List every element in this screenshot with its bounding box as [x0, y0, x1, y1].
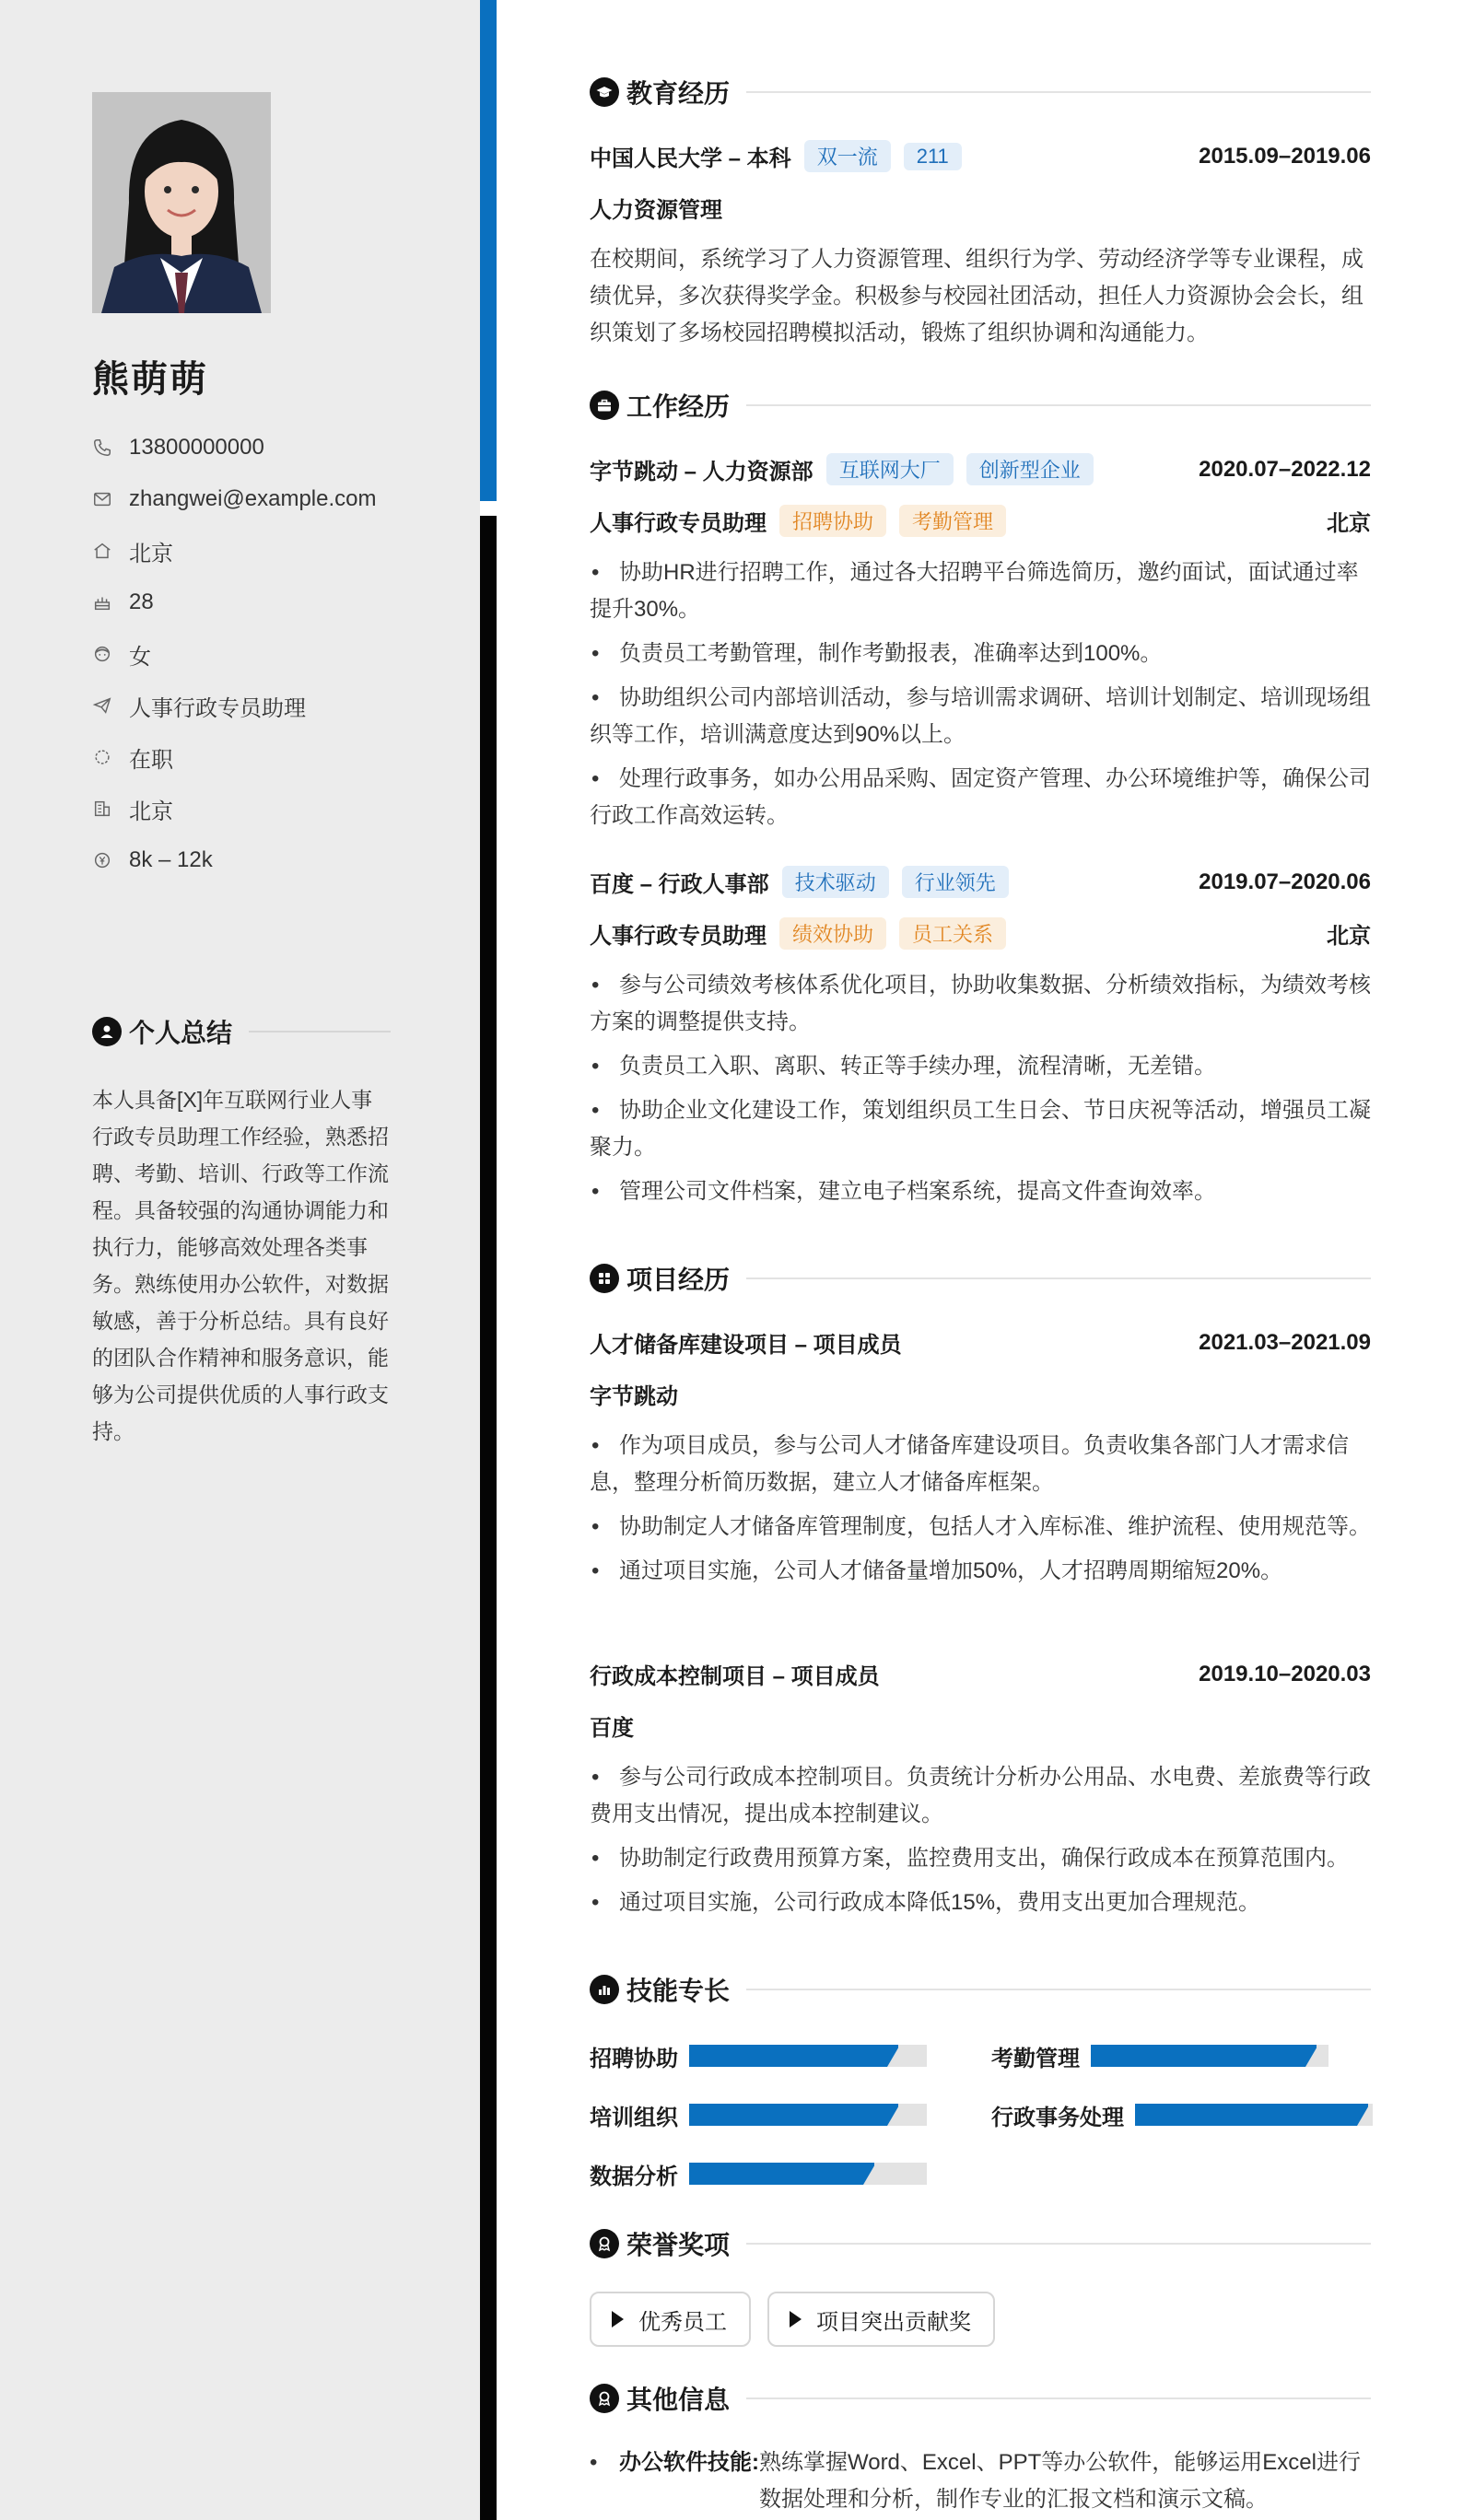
other-divider [746, 2398, 1371, 2399]
info-position [92, 680, 377, 731]
skill-bar [1091, 2045, 1328, 2067]
major-row [590, 192, 1371, 224]
award-item [767, 2292, 995, 2347]
school-tag: 双一流 [804, 140, 891, 172]
education-row [590, 140, 1371, 172]
role-tag: 绩效协助 [779, 917, 886, 950]
phone-value: 13800000000 [129, 435, 264, 460]
grid-icon [590, 1264, 619, 1293]
play-icon [790, 2311, 802, 2328]
projects-heading [590, 1260, 1371, 1297]
awards-divider [746, 2243, 1371, 2245]
profile-name: 熊萌萌 [92, 359, 208, 400]
company-tag: 行业领先 [902, 866, 1009, 898]
award-icon [590, 2229, 619, 2258]
education-desc: 在校期间，系统学习了人力资源管理、组织行为学、劳动经济学等专业课程，成绩优异，多次获得奖学金。积极参与校园社团活动，担任人力资源协会会长，组织策划了多场校园招聘模拟活动，锻炼了组织协调和沟通能力。 [590, 247, 1364, 345]
info-work-city [92, 783, 377, 834]
summary-text: 本人具备[X]年互联网行业人事行政专员助理工作经验，熟悉招聘、考勤、培训、行政等工作流程。具备较强的沟通协调能力和执行力，能够高效处理各类事务。熟练使用办公软件，对数据敏感，善于分析总结。具有良好的团队合作精神和服务意识，能够为公司提供优质的人事行政支持。 [92, 1088, 389, 1443]
skill-bar [1135, 2104, 1373, 2126]
cake-icon [92, 592, 112, 612]
award-label: 项目突出贡献奖 [816, 2309, 971, 2335]
info-gender [92, 628, 377, 680]
skills-heading [590, 1971, 1371, 2008]
mail-icon [92, 489, 112, 509]
chart-bar-icon [590, 1975, 619, 2004]
skill-label: 培训组织 [590, 2105, 678, 2130]
project-name: 行政成本控制项目 – 项目成员 [590, 1664, 880, 1689]
info-salary [92, 834, 377, 886]
list-item: • 协助HR进行招聘工作，通过各大招聘平台筛选简历，邀约面试，面试通过率提升30%。 [590, 554, 1371, 628]
job-bullets [590, 554, 1371, 842]
work-title: 工作经历 [626, 392, 731, 421]
building-icon [92, 799, 112, 819]
project-date: 2019.10–2020.03 [1199, 1661, 1371, 1686]
location-value: 北京 [129, 541, 173, 566]
project-date: 2021.03–2021.09 [1199, 1329, 1371, 1355]
skill-label: 招聘协助 [590, 2046, 678, 2071]
other-heading [590, 2380, 1371, 2417]
skill-item [991, 2037, 1328, 2074]
education-title: 教育经历 [626, 79, 731, 108]
company-tag: 技术驱动 [782, 866, 889, 898]
send-icon [92, 695, 112, 716]
award-label: 优秀员工 [638, 2309, 727, 2335]
skills-title: 技能专长 [626, 1977, 731, 2005]
email-value: zhangwei@example.com [129, 486, 377, 511]
award-item [590, 2292, 751, 2347]
project-bullets [590, 1428, 1371, 1597]
info-age [92, 577, 377, 628]
skill-item [590, 2096, 927, 2133]
list-item: • 负责员工考勤管理，制作考勤报表，准确率达到100%。 [590, 636, 1371, 672]
school-tag: 211 [904, 143, 962, 170]
summary-divider [249, 1031, 391, 1032]
job-role-row [590, 917, 1371, 950]
awards-heading [590, 2225, 1371, 2262]
job-city: 北京 [1327, 924, 1371, 949]
job-role: 人事行政专员助理 [590, 924, 767, 949]
other-list [590, 2444, 1371, 2518]
school-name: 中国人民大学 – 本科 [590, 146, 791, 171]
age-value: 28 [129, 589, 154, 614]
other-value: 熟练掌握Word、Excel、PPT等办公软件，能够运用Excel进行数据处理和分析，制作专业的汇报文档和演示文稿。 [759, 2450, 1361, 2512]
info-phone [92, 422, 377, 473]
list-item: • 处理行政事务，如办公用品采购、固定资产管理、办公环境维护等，确保公司行政工作高效运转。 [590, 761, 1371, 834]
education-divider [746, 91, 1371, 93]
work-city-value: 北京 [129, 799, 173, 824]
skills-divider [746, 1989, 1371, 1990]
status-icon [92, 747, 112, 767]
role-tag: 考勤管理 [899, 505, 1006, 537]
project-org: 百度 [590, 1716, 634, 1741]
list-item: • 协助组织公司内部培训活动，参与培训需求调研、培训计划制定、培训现场组织等工作，培训满意度达到90%以上。 [590, 680, 1371, 753]
project-row [590, 1326, 1371, 1359]
info-location [92, 525, 377, 577]
accent-bar-blue [480, 0, 497, 501]
salary-value: 8k – 12k [129, 847, 213, 872]
list-item: • 协助企业文化建设工作，策划组织员工生日会、节日庆祝等活动，增强员工凝聚力。 [590, 1092, 1371, 1166]
education-heading [590, 74, 1371, 111]
company-tag: 互联网大厂 [826, 453, 954, 485]
projects-title: 项目经历 [626, 1266, 731, 1294]
play-icon [612, 2311, 624, 2328]
info-status [92, 731, 377, 783]
list-item: • 参与公司行政成本控制项目。负责统计分析办公用品、水电费、差旅费等行政费用支出情况，提出成本控制建议。 [590, 1759, 1371, 1833]
projects-divider [746, 1278, 1371, 1279]
job-date: 2020.07–2022.12 [1199, 456, 1371, 482]
info-icon [590, 2384, 619, 2413]
user-icon [92, 1017, 122, 1046]
job-role-row [590, 505, 1371, 537]
list-item: • 协助制定人才储备库管理制度，包括人才入库标准、维护流程、使用规范等。 [590, 1509, 1371, 1546]
skill-bar-fill [1135, 2104, 1368, 2126]
skill-label: 考勤管理 [991, 2046, 1080, 2071]
gender-icon [92, 644, 112, 664]
status-value: 在职 [129, 747, 173, 773]
briefcase-icon [590, 391, 619, 420]
job-company-row [590, 453, 1371, 485]
awards-title: 荣誉奖项 [626, 2231, 731, 2259]
list-item: • 参与公司绩效考核体系优化项目，协助收集数据、分析绩效指标，为绩效考核方案的调整提供支持。 [590, 967, 1371, 1041]
position-value: 人事行政专员助理 [129, 695, 306, 721]
skill-bar-fill [689, 2163, 874, 2185]
skill-bar-fill [1091, 2045, 1317, 2067]
graduation-cap-icon [590, 77, 619, 107]
skill-label: 行政事务处理 [991, 2105, 1124, 2130]
role-tag: 员工关系 [899, 917, 1006, 950]
summary-heading [92, 1013, 391, 1050]
project-org: 字节跳动 [590, 1384, 678, 1409]
sidebar [0, 0, 480, 2520]
skill-bar [689, 2163, 927, 2185]
accent-bar-black [480, 516, 497, 2520]
info-email [92, 473, 377, 525]
skill-bar-fill [689, 2104, 898, 2126]
project-row [590, 1658, 1371, 1690]
awards-list [590, 2292, 1012, 2347]
list-item: • 负责员工入职、离职、转正等手续办理，流程清晰，无差错。 [590, 1048, 1371, 1085]
role-tag: 招聘协助 [779, 505, 886, 537]
job-company: 字节跳动 – 人力资源部 [590, 460, 813, 484]
project-name: 人才储备库建设项目 – 项目成员 [590, 1333, 902, 1358]
skill-bar [689, 2045, 927, 2067]
profile-photo [92, 92, 271, 313]
list-item: • 协助制定行政费用预算方案，监控费用支出，确保行政成本在预算范围内。 [590, 1840, 1371, 1877]
list-item: • 管理公司文件档案，建立电子档案系统，提高文件查询效率。 [590, 1173, 1371, 1210]
salary-icon [92, 850, 112, 870]
avatar-illustration [92, 92, 271, 313]
job-bullets [590, 967, 1371, 1218]
project-org-row [590, 1709, 1371, 1742]
job-company-row [590, 866, 1371, 898]
work-heading [590, 387, 1371, 424]
job-role: 人事行政专员助理 [590, 511, 767, 536]
skill-label: 数据分析 [590, 2164, 678, 2189]
job-city: 北京 [1327, 511, 1371, 536]
job-company: 百度 – 行政人事部 [590, 872, 769, 897]
list-item: • 通过项目实施，公司人才储备量增加50%，人才招聘周期缩短20%。 [590, 1553, 1371, 1590]
project-bullets [590, 1759, 1371, 1929]
major-name: 人力资源管理 [590, 198, 722, 223]
gender-value: 女 [129, 644, 151, 670]
project-org-row [590, 1378, 1371, 1410]
skill-item [590, 2037, 927, 2074]
company-tag: 创新型企业 [966, 453, 1094, 485]
home-icon [92, 541, 112, 561]
contact-info-list [92, 422, 377, 886]
list-item: • 通过项目实施，公司行政成本降低15%，费用支出更加合理规范。 [590, 1884, 1371, 1921]
skill-bar [689, 2104, 927, 2126]
summary-title: 个人总结 [129, 1019, 233, 1047]
skill-bar-fill [689, 2045, 898, 2067]
skill-item [991, 2096, 1373, 2133]
list-item: • 作为项目成员，参与公司人才储备库建设项目。负责收集各部门人才需求信息，整理分析简历数据，建立人才储备库框架。 [590, 1428, 1371, 1501]
other-key: 办公软件技能: [619, 2450, 759, 2475]
other-title: 其他信息 [626, 2386, 731, 2414]
education-date: 2015.09–2019.06 [1199, 143, 1371, 169]
phone-icon [92, 438, 112, 458]
job-date: 2019.07–2020.06 [1199, 869, 1371, 894]
list-item: • 办公软件技能: 熟练掌握Word、Excel、PPT等办公软件，能够运用Excel进行数据处理和分析，制作专业的汇报文档和演示文稿。 [590, 2444, 1371, 2518]
skill-item [590, 2155, 927, 2192]
work-divider [746, 404, 1371, 406]
